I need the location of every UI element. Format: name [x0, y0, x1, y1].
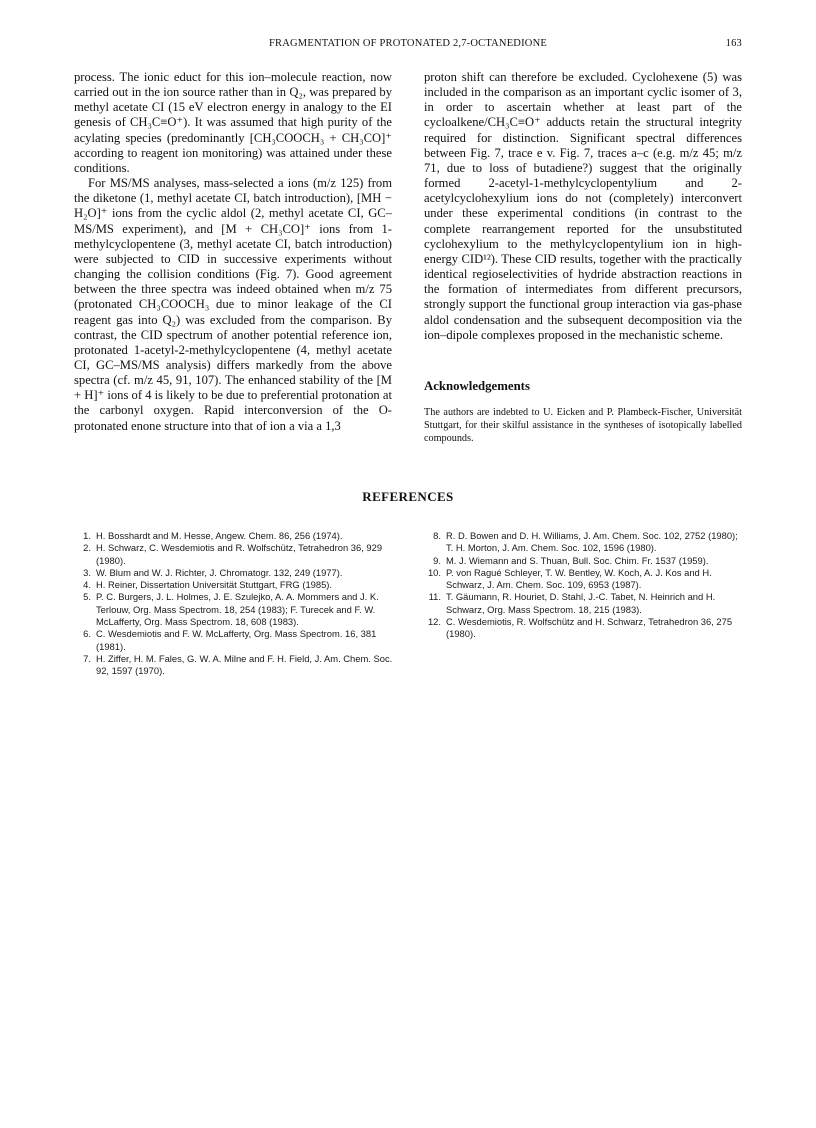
reference-item [74, 591, 400, 628]
reference-number: 4. [83, 579, 91, 591]
reference-text: P. von Ragué Schleyer, T. W. Bentley, W. Koch, A. J. Kos and H. Schwarz, J. Am. Chem. Soc. 109, 6953 (1987). [446, 566, 712, 591]
reference-item [74, 530, 400, 542]
reference-item [74, 579, 400, 591]
reference-number: 2. [83, 542, 91, 554]
references-left-column [74, 530, 400, 678]
reference-item [424, 567, 744, 592]
reference-item [74, 542, 400, 567]
reference-number: 11. [428, 591, 441, 603]
references-heading: REFERENCES [362, 489, 454, 504]
reference-text: P. C. Burgers, J. L. Holmes, J. E. Szulejko, A. A. Mommers and J. K. Terlouw, Org. Mass Spectrom. 18, 254 (1983); F. Turecek and F. W. McLafferty, Org. Mass Spectrom. 18, 608 (1983). [96, 591, 379, 628]
reference-number: 1. [83, 530, 91, 541]
reference-number: 9. [433, 554, 441, 566]
reference-number: 7. [83, 652, 91, 664]
reference-item [424, 555, 744, 567]
running-title: FRAGMENTATION OF PROTONATED 2,7-OCTANEDIONE [269, 38, 547, 49]
reference-item [74, 628, 400, 653]
reference-item [74, 653, 400, 678]
reference-number: 6. [83, 628, 91, 640]
reference-text: T. Gäumann, R. Houriet, D. Stahl, J.-C. Tabet, N. Heinrich and H. Schwarz, Org. Mass Spectrom. 18, 215 (1983). [446, 591, 716, 615]
reference-text: W. Blum and W. J. Richter, J. Chromatogr. 132, 249 (1977). [96, 566, 343, 578]
reference-number: 8. [433, 530, 441, 541]
acknowledgements-text: The authors are indebted to U. Eicken and P. Plambeck-Fischer, Universität Stuttgart, for their skilful assistance in the syntheses of isotopically labelled compounds. [424, 406, 742, 444]
reference-text: C. Wesdemiotis, R. Wolfschütz and H. Schwarz, Tetrahedron 36, 275 (1980). [446, 616, 733, 640]
reference-text: R. D. Bowen and D. H. Williams, J. Am. Chem. Soc. 102, 2752 (1980); T. H. Morton, J. Am. Chem. Soc. 102, 1596 (1980). [446, 530, 738, 554]
paragraph-right-1: proton shift can therefore be excluded. Cyclohexene (5) was included in the comparison as an important cyclic isomer of 3, in order to ascertain whether at least part of the cycloalkene/CH₃C≡O⁺ adducts retain the structural integrity required for distinction. Significant spectral differences between Fig. 7, trace e v. Fig. 7, traces a–c (e.g. m/z 45; m/z 71, due to loss of butadiene?) suggest that the originally formed 2-acetyl-1-methylcyclopentylium and 2-acetylcyclohexylium ions do not (completely) interconvert under these experimental conditions (in contrast to the complete rearrangement reported for the unsubstituted cyclohexylium to the methylcyclopentylium ion in high-energy CID¹²). These CID results, together with the practically identical regioselectivities of hydride abstraction reactions in the formation of intermediates from different precursors, strongly support the functional group interaction via gas-phase aldol condensation and the subsequent decomposition via the ion–dipole complexes proposed in the mechanistic scheme. [424, 70, 742, 342]
right-text-column [424, 70, 742, 445]
reference-number: 5. [83, 591, 91, 603]
acknowledgements-heading: Acknowledgements [424, 378, 530, 393]
left-text-column [74, 70, 392, 434]
reference-item [424, 530, 744, 555]
reference-text: C. Wesdemiotis and F. W. McLafferty, Org. Mass Spectrom. 16, 381 (1981). [96, 628, 377, 652]
page-number: 163 [725, 38, 742, 49]
reference-text: H. Reiner, Dissertation Universität Stuttgart, FRG (1985). [96, 579, 333, 591]
reference-number: 10. [427, 566, 441, 578]
running-header [74, 38, 742, 54]
reference-number: 3. [83, 566, 91, 578]
reference-item [424, 591, 744, 616]
paragraph-left-2: For MS/MS analyses, mass-selected a ions (m/z 125) from the diketone (1, methyl acetate CI, batch introduction), [MH − H₂O]⁺ ions from the cyclic aldol (2, methyl acetate CI, GC–MS/MS experiment), and [M + CH₃CO]⁺ ions from 1-methylcyclopentene (3, methyl acetate CI, batch introduction) were subjected to CID in successive experiments without changing the collision conditions (Fig. 7). Good agreement between the three spectra was indeed obtained when m/z 75 (protonated CH₃COOCH₃ due to minor leakage of the CI reagent gas into Q₂) was excluded from the comparison. By contrast, the CID spectrum of another potential reference ion, protonated 1-acetyl-2-methylcyclopentene (4, methyl acetate CI, GC–MS/MS analysis) differs markedly from the above spectra (cf. m/z 45, 91, 107). The enhanced stability of the [M + H]⁺ ions of 4 is likely to be due to preferential protonation at the carbonyl oxygen. Rapid interconversion of the O-protonated enone structure into that of ion a via a 1,3 [74, 176, 392, 433]
references-right-column [424, 530, 744, 641]
paragraph-left-1: process. The ionic educt for this ion–molecule reaction, now carried out in the ion source rather than in Q₂, was prepared by methyl acetate CI (15 eV electron energy in analogy to the EI genesis of CH₃C≡O⁺). It was assumed that high purity of the acylating species (predominantly [CH₃COOCH₃ + CH₃CO]⁺ according to reagent ion monitoring) was attained under these conditions. [74, 70, 392, 175]
reference-text: H. Bosshardt and M. Hesse, Angew. Chem. 86, 256 (1974). [96, 530, 343, 541]
reference-item [424, 616, 744, 641]
reference-text: M. J. Wiemann and S. Thuan, Bull. Soc. Chim. Fr. 1537 (1959). [446, 554, 709, 566]
reference-item [74, 567, 400, 579]
reference-text: H. Ziffer, H. M. Fales, G. W. A. Milne and F. H. Field, J. Am. Chem. Soc. 92, 1597 (1970). [96, 652, 393, 677]
reference-number: 12. [427, 616, 441, 628]
reference-text: H. Schwarz, C. Wesdemiotis and R. Wolfschütz, Tetrahedron 36, 929 (1980). [96, 542, 383, 566]
